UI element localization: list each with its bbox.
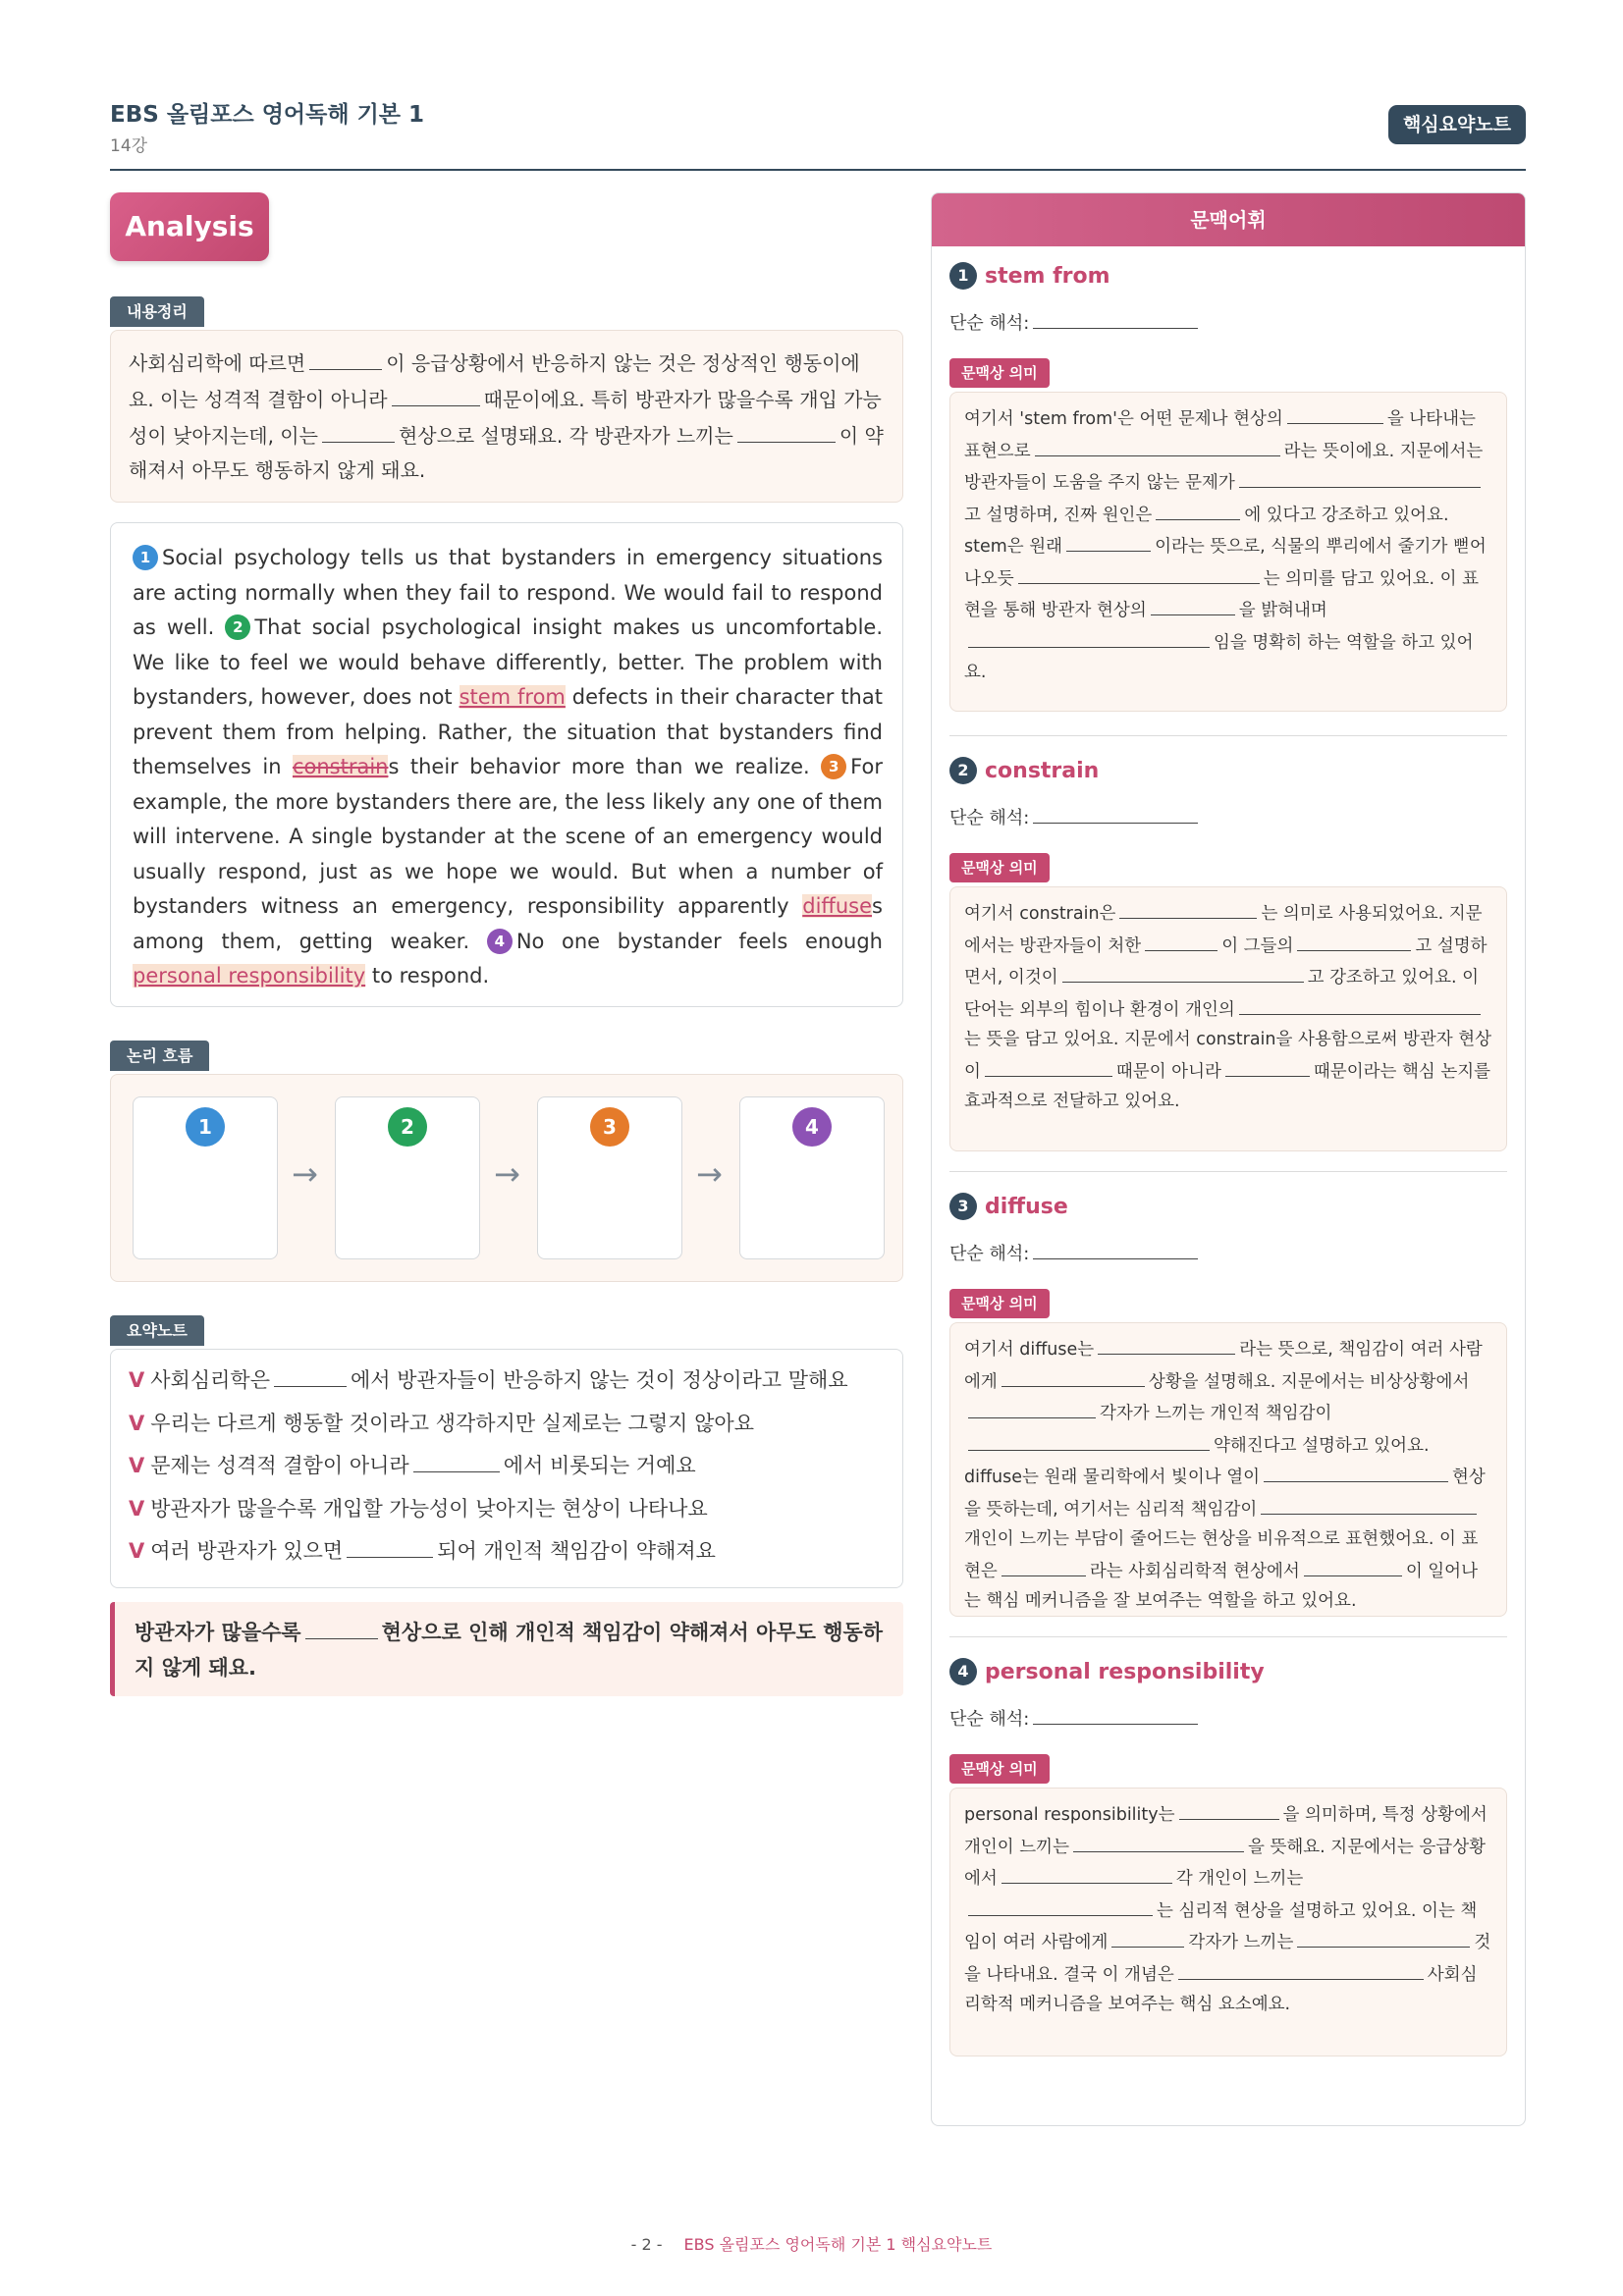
vocab-header: 문맥어휘 [932, 193, 1525, 246]
check-mark-icon: V [129, 1539, 145, 1563]
context-tag-3: 문맥상 의미 [949, 1289, 1050, 1318]
highlight-stem-from[interactable]: stem from [459, 685, 566, 709]
sentence-number-4: 4 [487, 929, 513, 954]
arrow-right-icon: → [696, 1155, 723, 1193]
note-item: V 문제는 성격적 결함이 아니라 에서 비롯되는 거예요 [129, 1445, 885, 1488]
highlight-personal-responsibility[interactable]: personal responsibility [133, 964, 366, 988]
context-tag-1: 문맥상 의미 [949, 358, 1050, 388]
simple-translation-1: 단순 해석: [949, 303, 1202, 335]
vocab-divider [949, 735, 1507, 736]
conclusion-blank[interactable] [305, 1614, 378, 1639]
note-blank[interactable] [347, 1532, 433, 1558]
highlight-diffuse[interactable]: diffuse [802, 894, 873, 918]
flow-step-2[interactable]: 2 [335, 1096, 480, 1259]
summary-tag: 내용정리 [110, 296, 204, 327]
header-divider [110, 169, 1526, 171]
summary-blank-3[interactable] [322, 417, 395, 443]
note-item: V 방관자가 많을수록 개입할 가능성이 낮아지는 현상이 나타나요 [129, 1496, 708, 1521]
vocab-title-2: 2 constrain [949, 757, 1099, 784]
simple-translation-blank[interactable] [1033, 303, 1198, 329]
passage-box: 1 Social psychology tells us that bystanders in emergency situations are acting normally when they fail to respond. We would fail to respond as well. 2 That social psychological insight makes us uncomfortable. We like to feel we would behave differently, better. The problem with bystanders, however, does not stem from defects in their character that prevent them from helping. Rather, the situation that bystanders find themselves in constrains their behavior more than we realize. 3 For example, the more bystanders there are, the less likely any one of them will intervene. A single bystander at the scene of an emergency would usually respond, just as we hope we would. But when a number of bystanders witness an emergency, responsibility apparently diffuses among them, getting weaker. 4 No one bystander feels enough personal responsibility to respond. [110, 522, 903, 1007]
flow-step-4[interactable]: 4 [739, 1096, 885, 1259]
simple-translation-2: 단순 해석: [949, 798, 1202, 829]
simple-translation-blank[interactable] [1033, 1234, 1198, 1259]
check-mark-icon: V [129, 1496, 145, 1521]
simple-translation-blank[interactable] [1033, 1699, 1198, 1725]
check-mark-icon: V [129, 1411, 145, 1435]
context-tag-4: 문맥상 의미 [949, 1754, 1050, 1784]
simple-translation-4: 단순 해석: [949, 1699, 1202, 1731]
vocab-title-1: 1 stem from [949, 262, 1110, 290]
lesson-label: 14강 [110, 136, 148, 156]
flow-step-1[interactable]: 1 [133, 1096, 278, 1259]
vocab-divider [949, 1636, 1507, 1637]
vocab-title-3: 3 diffuse [949, 1193, 1068, 1220]
note-type-badge: 핵심요약노트 [1388, 105, 1526, 144]
sentence-number-3: 3 [821, 754, 846, 779]
check-mark-icon: V [129, 1454, 145, 1477]
note-item: V 여러 방관자가 있으면 되어 개인적 책임감이 약해져요 [129, 1530, 885, 1574]
page-number: - 2 - [630, 2235, 663, 2254]
highlight-constrain[interactable]: constrain [292, 755, 389, 778]
logic-flow [110, 1074, 903, 1282]
summary-blank-2[interactable] [392, 381, 480, 406]
note-blank[interactable] [274, 1362, 347, 1387]
notes-tag: 요약노트 [110, 1315, 204, 1346]
flow-tag: 논리 흐름 [110, 1041, 209, 1071]
summary-notes [110, 1349, 903, 1588]
footer-title: EBS 올림포스 영어독해 기본 1 핵심요약노트 [683, 2235, 993, 2254]
document-title: EBS 올림포스 영어독해 기본 1 [110, 102, 425, 128]
context-box-2: 여기서 constrain은 는 의미로 사용되었어요. 지문에서는 방관자들이 처한 이 그들의 고 설명하면서, 이것이 고 강조하고 있어요. 이 단어는 외부의 힘이나 환경이 개인의는 뜻을 담고 있어요. 지문에서 constrain을 사용함으로써 방관자 현상이 때문이 아니라 때문이라는 핵심 논지를 효과적으로 전달하고 있어요. [949, 886, 1507, 1151]
flow-step-3[interactable]: 3 [537, 1096, 682, 1259]
note-blank[interactable] [413, 1447, 500, 1472]
conclusion-box: 방관자가 많을수록 현상으로 인해 개인적 책임감이 약해져서 아무도 행동하지 않게 돼요. [110, 1602, 903, 1696]
note-item: V 우리는 다르게 행동할 것이라고 생각하지만 실제로는 그렇지 않아요 [129, 1411, 754, 1435]
simple-translation-blank[interactable] [1033, 798, 1198, 824]
note-item: V 사회심리학은 에서 방관자들이 반응하지 않는 것이 정상이라고 말해요 [129, 1360, 885, 1403]
summary-blank-1[interactable] [309, 345, 382, 370]
arrow-right-icon: → [494, 1155, 520, 1193]
context-tag-2: 문맥상 의미 [949, 853, 1050, 882]
page-footer [0, 2232, 1623, 2255]
vocab-divider [949, 1171, 1507, 1172]
context-box-1: 여기서 'stem from'은 어떤 문제나 현상의 을 나타내는 표현으로 라는 뜻이에요. 지문에서는 방관자들이 도움을 주지 않는 문제가고 설명하며, 진짜 원인은 에 있다고 강조하고 있어요. stem은 원래 이라는 뜻으로, 식물의 뿌리에서 줄기가 뻗어나오듯 는 의미를 담고 있어요. 이 표현을 통해 방관자 현상의 을 밝혀내며임을 명확히 하는 역할을 하고 있어요. [949, 392, 1507, 712]
context-vocab-panel [931, 192, 1526, 2126]
sentence-number-2: 2 [225, 614, 250, 640]
summary-box: 사회심리학에 따르면 이 응급상황에서 반응하지 않는 것은 정상적인 행동이에요. 이는 성격적 결함이 아니라 때문이에요. 특히 방관자가 많을수록 개입 가능성이 낮아지는데, 이는 현상으로 설명돼요. 각 방관자가 느끼는 이 약해져서 아무도 행동하지 않게 돼요. [110, 330, 903, 503]
sentence-1: Social psychology tells us that bystanders in emergency situations are acting normally when they fail to respond. We would fail to respond as well. [133, 546, 883, 639]
sentence-number-1: 1 [133, 545, 158, 570]
simple-translation-3: 단순 해석: [949, 1234, 1202, 1265]
summary-blank-4[interactable] [737, 417, 836, 443]
vocab-title-4: 4 personal responsibility [949, 1658, 1265, 1685]
check-mark-icon: V [129, 1368, 145, 1392]
context-box-3: 여기서 diffuse는 라는 뜻으로, 책임감이 여러 사람에게 상황을 설명해요. 지문에서는 비상상황에서각자가 느끼는 개인적 책임감이약해진다고 설명하고 있어요. diffuse는 원래 물리학에서 빛이나 열이 현상을 뜻하는데, 여기서는 심리적 책임감이개인이 느끼는 부담이 줄어드는 현상을 비유적으로 표현했어요. 이 표현은 라는 사회심리학적 현상에서 이 일어나는 핵심 메커니즘을 잘 보여주는 역할을 하고 있어요. [949, 1322, 1507, 1617]
analysis-heading: Analysis [110, 192, 269, 261]
context-box-4: personal responsibility는 을 의미하며, 특정 상황에서 개인이 느끼는 을 뜻해요. 지문에서는 응급상황에서 각 개인이 느끼는는 심리적 현상을 설명하고 있어요. 이는 책임이 여러 사람에게 각자가 느끼는 것을 나타내요. 결국 이 개념은 사회심리학적 메커니즘을 보여주는 핵심 요소예요. [949, 1788, 1507, 2056]
arrow-right-icon: → [292, 1155, 318, 1193]
